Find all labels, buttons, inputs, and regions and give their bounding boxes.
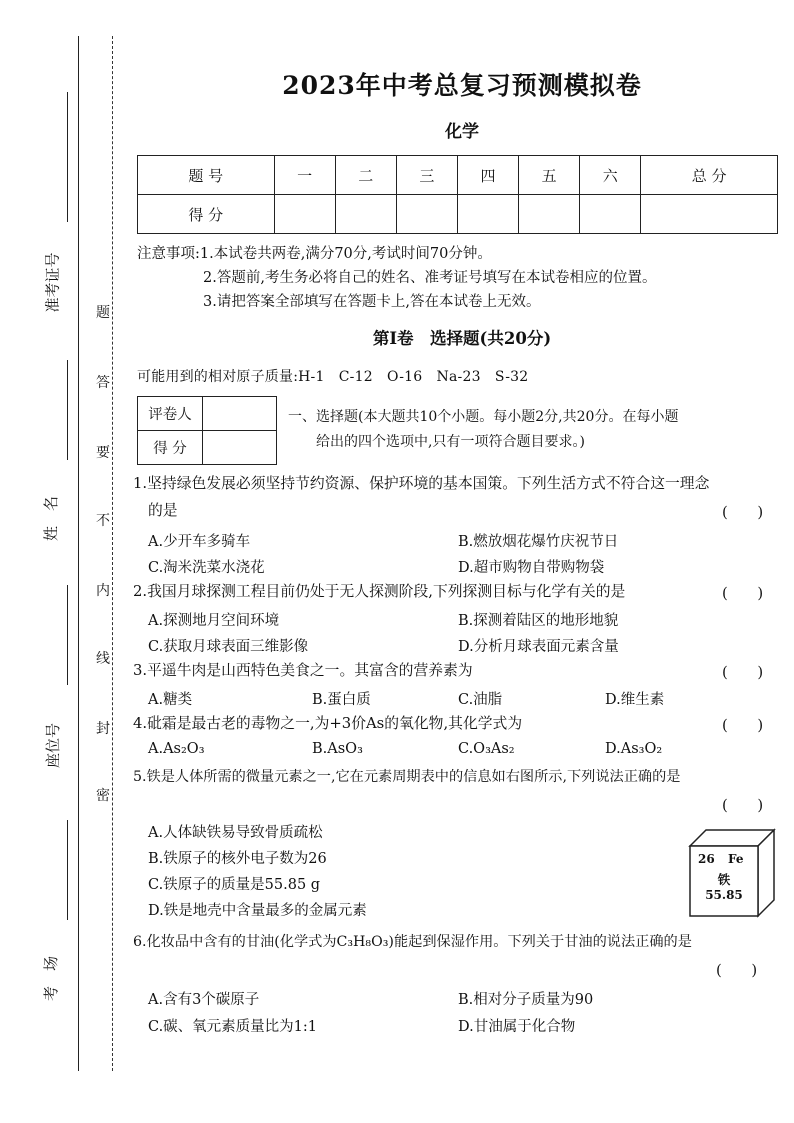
answer-parenthesis[interactable]: ( ): [716, 962, 758, 979]
seat-label: 座位号: [44, 722, 63, 769]
option-a: A.As₂O₃: [148, 741, 205, 757]
exam-number-label: 准考证号: [43, 252, 62, 313]
seal-char: 答: [96, 375, 110, 391]
binding-line-outer: [78, 36, 79, 1071]
seal-char: 内: [96, 583, 110, 599]
subject-title: 化学: [445, 122, 479, 142]
score-cell: 四: [457, 156, 518, 195]
grader-score-label: 得 分: [138, 431, 203, 465]
seal-char: 封: [96, 721, 110, 737]
exam-title: 2023年中考总复习预测模拟卷: [282, 71, 642, 100]
option-c: C.淘米洗菜水浇花: [148, 560, 265, 576]
option-d: D.铁是地壳中含量最多的金属元素: [148, 903, 367, 919]
grader-score-blank[interactable]: [203, 431, 277, 465]
question-1-stem: 1.坚持绿色发展必须坚持节约资源、保护环境的基本国策。下列生活方式不符合这一理念: [133, 475, 710, 492]
binding-line-dashed: [112, 36, 113, 1071]
score-blank[interactable]: [396, 195, 457, 234]
seal-char: 要: [96, 445, 110, 461]
option-d: D.分析月球表面元素含量: [458, 639, 619, 655]
instruction-line: 一、选择题(本大题共10个小题。每小题2分,共20分。在每小题: [288, 409, 679, 425]
element-atomic-number: 26: [698, 852, 715, 866]
score-cell: 二: [335, 156, 396, 195]
element-cell-figure: [688, 828, 776, 918]
option-a: A.含有3个碳原子: [148, 992, 260, 1008]
question-3-stem: 3.平遥牛肉是山西特色美食之一。其富含的营养素为: [133, 662, 473, 679]
option-b: B.燃放烟花爆竹庆祝节日: [458, 534, 619, 550]
notice-line: 注意事项:1.本试卷共两卷,满分70分,考试时间70分钟。: [137, 246, 492, 262]
option-d: D.超市购物自带购物袋: [458, 560, 605, 576]
option-a: A.人体缺铁易导致骨质疏松: [148, 825, 323, 841]
element-mass: 55.85: [705, 888, 743, 902]
answer-parenthesis[interactable]: ( ): [722, 504, 764, 521]
score-blank[interactable]: [335, 195, 396, 234]
answer-parenthesis[interactable]: ( ): [722, 717, 764, 734]
option-a: A.少开车多骑车: [148, 534, 251, 550]
question-5-stem: 5.铁是人体所需的微量元素之一,它在元素周期表中的信息如右图所示,下列说法正确的是: [133, 769, 681, 785]
score-blank[interactable]: [580, 195, 641, 234]
option-b: B.蛋白质: [312, 692, 371, 708]
name-label: 姓 名: [42, 495, 61, 542]
question-2-stem: 2.我国月球探测工程目前仍处于无人探测阶段,下列探测目标与化学有关的是: [133, 583, 626, 600]
score-table: [137, 155, 778, 234]
room-label: 考 场: [42, 955, 61, 1002]
question-6-stem: 6.化妆品中含有的甘油(化学式为C₃H₈O₃)能起到保湿作用。下列关于甘油的说法正确的是: [133, 934, 692, 950]
option-c: C.铁原子的质量是55.85 g: [148, 877, 321, 893]
score-cell: 一: [274, 156, 335, 195]
grader-blank[interactable]: [203, 397, 277, 431]
option-d: D.维生素: [605, 692, 665, 708]
option-c: C.获取月球表面三维影像: [148, 639, 309, 655]
score-blank[interactable]: [457, 195, 518, 234]
seal-char: 密: [96, 788, 110, 804]
question-4-stem: 4.砒霜是最古老的毒物之一,为+3价As的氧化物,其化学式为: [133, 715, 523, 732]
seal-char: 线: [96, 651, 110, 667]
option-c: C.油脂: [458, 692, 503, 708]
section-instructions: [288, 405, 780, 455]
score-blank[interactable]: [641, 195, 778, 234]
score-cell: 五: [519, 156, 580, 195]
score-table-score-row: [138, 195, 778, 234]
binding-sidebar: [0, 0, 132, 1123]
option-b: B.铁原子的核外电子数为26: [148, 851, 327, 867]
score-blank[interactable]: [274, 195, 335, 234]
notice-line: 2.答题前,考生务必将自己的姓名、准考证号填写在本试卷相应的位置。: [203, 270, 657, 286]
room-line: [67, 820, 68, 920]
option-b: B.探测着陆区的地形地貌: [458, 613, 619, 629]
score-cell: 题 号: [138, 156, 275, 195]
exam-number-line: [67, 92, 68, 222]
option-d: D.甘油属于化合物: [458, 1019, 576, 1035]
option-b: B.相对分子质量为90: [458, 992, 594, 1008]
option-a: A.糖类: [148, 692, 193, 708]
atomic-masses: 可能用到的相对原子质量:H-1 C-12 O-16 Na-23 S-32: [137, 369, 529, 385]
grader-label: 评卷人: [138, 397, 203, 431]
seal-char: 题: [96, 305, 110, 321]
option-d: D.As₃O₂: [605, 741, 663, 757]
seal-char: 不: [96, 513, 110, 529]
option-b: B.AsO₃: [312, 741, 363, 757]
grader-table: [137, 396, 277, 465]
answer-parenthesis[interactable]: ( ): [722, 664, 764, 681]
section-title: 第Ⅰ卷 选择题(共20分): [372, 329, 552, 348]
answer-parenthesis[interactable]: ( ): [722, 585, 764, 602]
option-c: C.O₃As₂: [458, 741, 515, 757]
name-line: [67, 360, 68, 460]
instruction-line: 给出的四个选项中,只有一项符合题目要求。): [316, 434, 585, 450]
score-row-label: 得 分: [138, 195, 275, 234]
element-symbol: Fe: [728, 852, 744, 866]
notice-line: 3.请把答案全部填写在答题卡上,答在本试卷上无效。: [203, 294, 541, 310]
seat-line: [67, 585, 68, 685]
score-cell: 总 分: [641, 156, 778, 195]
score-blank[interactable]: [519, 195, 580, 234]
option-c: C.碳、氧元素质量比为1:1: [148, 1019, 318, 1035]
score-table-header-row: [138, 156, 778, 195]
question-1-stem-cont: 的是: [148, 502, 178, 519]
answer-parenthesis[interactable]: ( ): [722, 797, 764, 814]
element-name: 铁: [717, 872, 731, 887]
score-cell: 六: [580, 156, 641, 195]
score-cell: 三: [396, 156, 457, 195]
option-a: A.探测地月空间环境: [148, 613, 280, 629]
notice-block: [137, 242, 656, 314]
